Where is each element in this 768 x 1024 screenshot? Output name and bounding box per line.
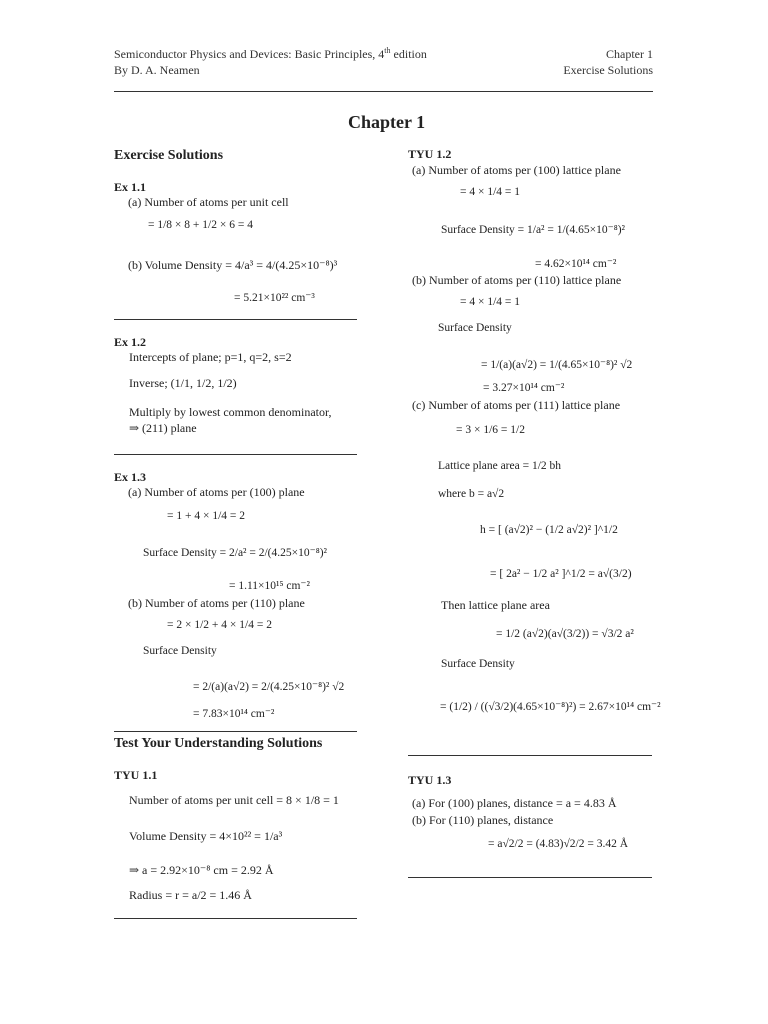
ex-1-3-b: (b) Number of atoms per (110) plane bbox=[128, 596, 305, 610]
tyu-1-2-rule bbox=[408, 755, 652, 756]
page-title: Chapter 1 bbox=[348, 112, 426, 132]
ex-1-2-multiply: Multiply by lowest common denominator, bbox=[129, 405, 332, 419]
ex-1-2-label: Ex 1.2 bbox=[114, 335, 147, 349]
ex-1-3-a-surface-density: Surface Density = 2/a² = 2/(4.25×10⁻⁸)² bbox=[143, 547, 327, 559]
ex-1-3-label: Ex 1.3 bbox=[114, 470, 147, 484]
tyu-1-2-c-then: Then lattice plane area bbox=[441, 598, 550, 612]
ex-1-2-plane: ⇒ (211) plane bbox=[129, 421, 197, 435]
tyu-1-2-c-area-eq: = 1/2 (a√2)(a√(3/2)) = √3/2 a² bbox=[496, 628, 634, 640]
tyu-1-2-b-surface-density-label: Surface Density bbox=[438, 322, 512, 334]
tyu-1-1-label: TYU 1.1 bbox=[114, 768, 158, 782]
ex-1-3-rule bbox=[114, 731, 357, 732]
tyu-1-2-label: TYU 1.2 bbox=[408, 147, 452, 161]
tyu-1-2-a: (a) Number of atoms per (100) lattice plane bbox=[412, 163, 621, 177]
tyu-1-2-b-eq: = 4 × 1/4 = 1 bbox=[460, 296, 521, 308]
tyu-1-2-a-result: = 4.62×10¹⁴ cm⁻² bbox=[535, 258, 617, 270]
tyu-1-1-volume-density: Volume Density = 4×10²² = 1/a³ bbox=[129, 829, 283, 843]
header-book-title: Semiconductor Physics and Devices: Basic Principles, 4th edition bbox=[114, 46, 427, 61]
tyu-1-2-a-eq: = 4 × 1/4 = 1 bbox=[460, 186, 521, 198]
tyu-1-2-b-result: = 3.27×10¹⁴ cm⁻² bbox=[483, 382, 565, 394]
ex-1-3-b-eq: = 2 × 1/2 + 4 × 1/4 = 2 bbox=[167, 619, 272, 631]
header-author: By D. A. Neamen bbox=[114, 63, 200, 77]
tyu-1-1-atoms: Number of atoms per unit cell = 8 × 1/8 = 1 bbox=[129, 793, 339, 807]
ex-1-3-b-result: = 7.83×10¹⁴ cm⁻² bbox=[193, 708, 275, 720]
tyu-1-3-rule bbox=[408, 877, 652, 878]
ex-1-1-b: (b) Volume Density = 4/a³ = 4/(4.25×10⁻⁸)³ bbox=[128, 258, 338, 272]
tyu-1-1-rule bbox=[114, 918, 357, 919]
tyu-1-3-label: TYU 1.3 bbox=[408, 773, 452, 787]
tyu-1-2-c: (c) Number of atoms per (111) lattice plane bbox=[412, 398, 621, 412]
tyu-1-2-c-surface-density-label: Surface Density bbox=[441, 658, 515, 670]
ex-1-3-a-result: = 1.11×10¹⁵ cm⁻² bbox=[229, 580, 310, 592]
tyu-1-3-a: (a) For (100) planes, distance = a = 4.83 Å bbox=[412, 796, 617, 810]
tyu-1-2-c-eq: = 3 × 1/6 = 1/2 bbox=[456, 424, 525, 436]
tyu-1-2-c-h2: = [ 2a² − 1/2 a² ]^1/2 = a√(3/2) bbox=[490, 568, 632, 580]
ex-1-2-intercepts: Intercepts of plane; p=1, q=2, s=2 bbox=[129, 350, 292, 364]
ex-1-3-a-eq: = 1 + 4 × 1/4 = 2 bbox=[167, 510, 246, 522]
ex-1-3-b-surface-density-label: Surface Density bbox=[143, 645, 217, 657]
tyu-1-2-c-surface-density-eq: = (1/2) / ((√3/2)(4.65×10⁻⁸)²) = 2.67×10¹⁴ cm⁻² bbox=[440, 701, 661, 713]
tyu-1-1-lattice-constant: ⇒ a = 2.92×10⁻⁸ cm = 2.92 Å bbox=[129, 863, 274, 877]
ex-1-2-rule bbox=[114, 454, 357, 455]
tyu-1-2-a-surface-density: Surface Density = 1/a² = 1/(4.65×10⁻⁸)² bbox=[441, 224, 625, 236]
tyu-1-1-radius: Radius = r = a/2 = 1.46 Å bbox=[129, 888, 252, 902]
tyu-1-3-b-eq: = a√2/2 = (4.83)√2/2 = 3.42 Å bbox=[488, 838, 629, 850]
ex-1-2-inverse: Inverse; (1/1, 1/2, 1/2) bbox=[129, 376, 237, 390]
ex-1-1-b-result: = 5.21×10²² cm⁻³ bbox=[234, 292, 315, 304]
tyu-1-2-c-where: where b = a√2 bbox=[438, 488, 505, 500]
tyu-1-3-b: (b) For (110) planes, distance bbox=[412, 813, 554, 827]
ex-1-1-label: Ex 1.1 bbox=[114, 180, 147, 194]
ex-1-3-b-eq2: = 2/(a)(a√2) = 2/(4.25×10⁻⁸)² √2 bbox=[193, 681, 345, 693]
ex-1-1-a-eq: = 1/8 × 8 + 1/2 × 6 = 4 bbox=[148, 219, 253, 231]
tyu-1-2-b: (b) Number of atoms per (110) lattice plane bbox=[412, 273, 622, 287]
section-exercise-solutions: Exercise Solutions bbox=[114, 148, 224, 163]
header-section: Exercise Solutions bbox=[563, 63, 653, 77]
tyu-1-2-c-h1: h = [ (a√2)² − (1/2 a√2)² ]^1/2 bbox=[480, 524, 618, 536]
ex-1-1-rule bbox=[114, 319, 357, 320]
header-rule bbox=[114, 91, 653, 92]
header-chapter: Chapter 1 bbox=[606, 47, 653, 61]
tyu-1-2-b-eq2: = 1/(a)(a√2) = 1/(4.65×10⁻⁸)² √2 bbox=[481, 359, 633, 371]
section-test-your-understanding: Test Your Understanding Solutions bbox=[114, 736, 323, 751]
ex-1-3-a: (a) Number of atoms per (100) plane bbox=[128, 485, 305, 499]
ex-1-1-a: (a) Number of atoms per unit cell bbox=[128, 195, 289, 209]
tyu-1-2-c-lattice-area: Lattice plane area = 1/2 bh bbox=[438, 460, 562, 472]
